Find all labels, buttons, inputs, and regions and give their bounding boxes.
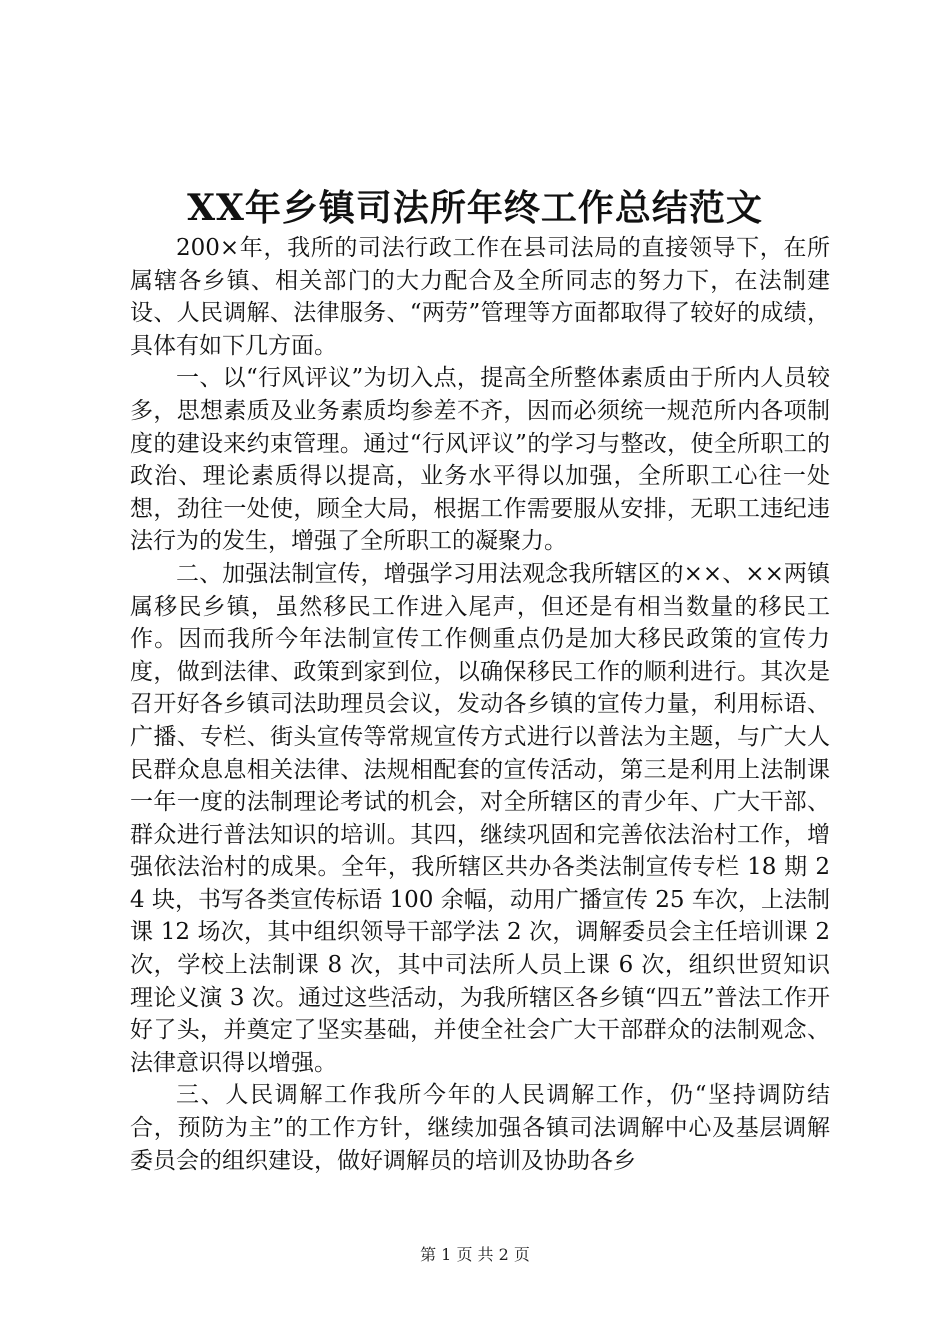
paragraph-intro: 200×年，我所的司法行政工作在县司法局的直接领导下，在所属辖各乡镇、相关部门的大力配合及全所同志的努力下，在法制建设、人民调解、法律服务、“两劳”管理等方面都取得了较好的成绩，具体有如下几方面。 — [130, 235, 830, 359]
document-title: XX年乡镇司法所年终工作总结范文 — [187, 187, 763, 229]
paragraph-section-3: 三、人民调解工作我所今年的人民调解工作，仍“坚持调防结合，预防为主”的工作方针，继续加强各镇司法调解中心及基层调解委员会的组织建设，做好调解员的培训及协助各乡 — [130, 1082, 830, 1174]
page-footer: 第 1 页 共 2 页 — [420, 1245, 530, 1264]
document-body — [130, 232, 830, 1177]
paragraph-section-2: 二、加强法制宣传，增强学习用法观念我所辖区的××、××两镇属移民乡镇，虽然移民工作进入尾声，但还是有相当数量的移民工作。因而我所今年法制宣传工作侧重点仍是加大移民政策的宣传力度，做到法律、政策到家到位，以确保移民工作的顺利进行。其次是召开好各乡镇司法助理员会议，发动各乡镇的宣传力量，利用标语、广播、专栏、街头宣传等常规宣传方式进行以普法为主题，与广大人民群众息息相关法律、法规相配套的宣传活动，第三是利用上法制课一年一度的法制理论考试的机会，对全所辖区的青少年、广大干部、群众进行普法知识的培训。其四，继续巩固和完善依法治村工作，增强依法治村的成果。全年，我所辖区共办各类法制宣传专栏 18 期 24 块，书写各类宣传标语 100 余幅，动用广播宣传 25 车次，上法制课 12 场次，其中组织领导干部学法 2 次，调解委员会主任培训课 2 次，学校上法制课 8 次，其中司法所人员上课 6 次，组织世贸知识理论义演 3 次。通过这些活动，为我所辖区各乡镇“四五”普法工作开好了头，并奠定了坚实基础，并使全社会广大干部群众的法制观念、法律意识得以增强。 — [130, 560, 830, 1076]
paragraph-section-1: 一、以“行风评议”为切入点，提高全所整体素质由于所内人员较多，思想素质及业务素质均参差不齐，因而必须统一规范所内各项制度的建设来约束管理。通过“行风评议”的学习与整改，使全所职工的政治、理论素质得以提高，业务水平得以加强，全所职工心往一处想，劲往一处使，顾全大局，根据工作需要服从安排，无职工违纪违法行为的发生，增强了全所职工的凝聚力。 — [130, 365, 830, 555]
